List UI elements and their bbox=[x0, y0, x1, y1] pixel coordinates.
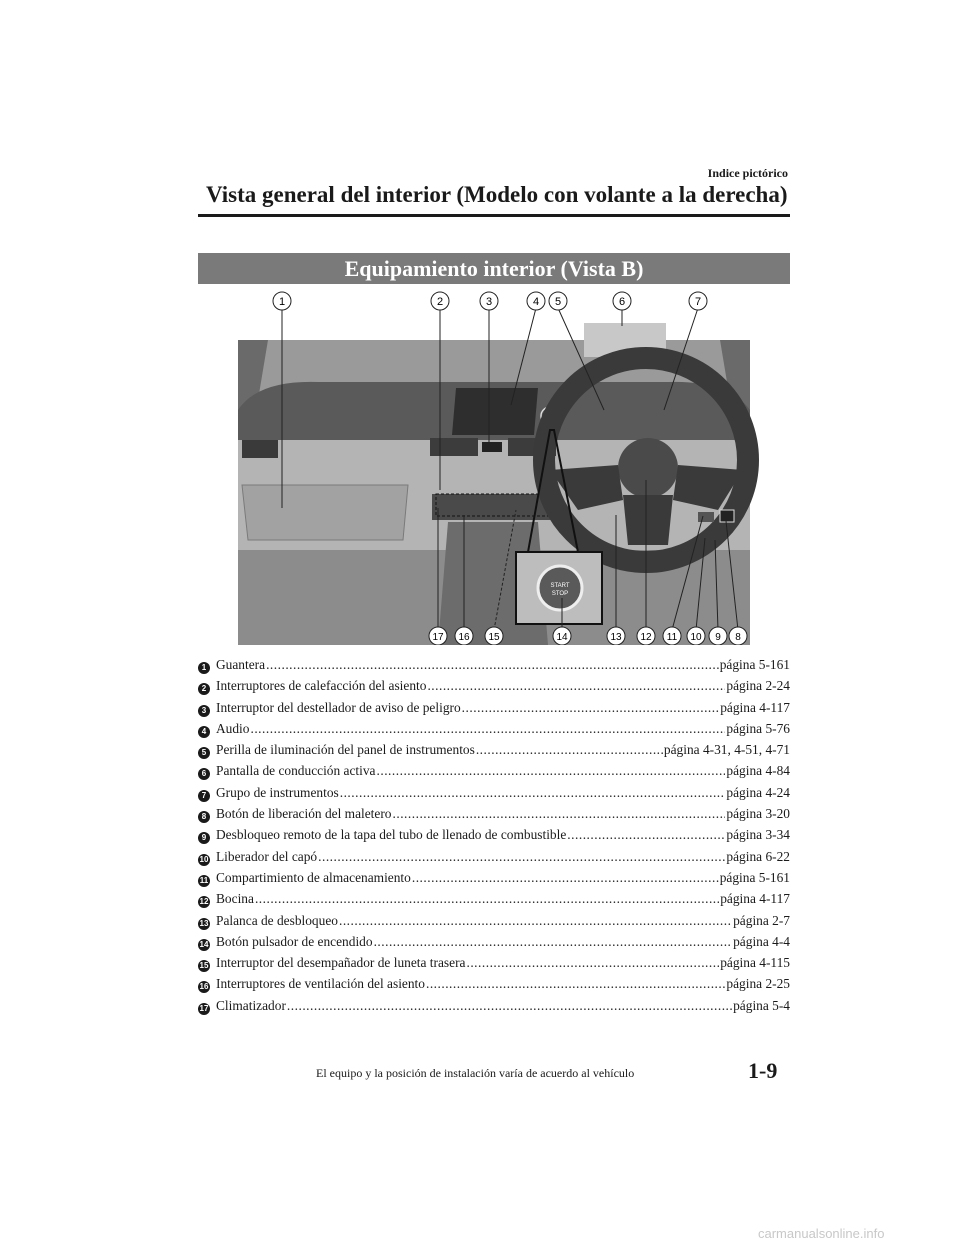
watermark: carmanualsonline.info bbox=[758, 1226, 885, 1241]
leader-dots bbox=[339, 913, 732, 929]
page-reference: página 2-24 bbox=[726, 678, 790, 694]
callout-4 bbox=[527, 292, 545, 310]
trunk-release-switch bbox=[720, 510, 734, 522]
item-label: Interruptores de ventilación del asiento bbox=[216, 976, 425, 992]
item-label: Perilla de iluminación del panel de instrumentos bbox=[216, 742, 475, 758]
item-label: Guantera bbox=[216, 657, 266, 672]
item-label: Palanca de desbloqueo bbox=[216, 912, 338, 928]
list-item bbox=[198, 763, 790, 784]
steering-hub bbox=[618, 438, 678, 498]
stop-button-text: STOP bbox=[551, 591, 569, 597]
callout-16-label: 16 bbox=[458, 632, 470, 643]
page-reference: página 4-117 bbox=[720, 699, 790, 715]
callout-10 bbox=[687, 627, 705, 645]
callout-2-label: 2 bbox=[436, 296, 444, 308]
item-number: 8 bbox=[198, 811, 210, 823]
leader-dots bbox=[340, 785, 726, 801]
start-button-text: START bbox=[550, 583, 570, 589]
list-item bbox=[198, 870, 790, 891]
callout-5-label: 5 bbox=[554, 296, 562, 308]
item-number: 10 bbox=[199, 854, 209, 864]
item-number: 17 bbox=[199, 1003, 209, 1013]
page-reference: página 5-161 bbox=[719, 657, 790, 672]
callout-14 bbox=[553, 627, 571, 645]
callout-13 bbox=[607, 627, 625, 645]
page-reference: página 5-76 bbox=[726, 720, 790, 736]
item-number: 3 bbox=[198, 705, 210, 717]
callout-6 bbox=[613, 292, 631, 310]
leader-dots bbox=[426, 976, 725, 992]
callout-12-label: 12 bbox=[640, 632, 652, 643]
item-label: Compartimiento de almacenamiento bbox=[216, 869, 411, 885]
item-label: Desbloqueo remoto de la tapa del tubo de llenado de combustible bbox=[216, 827, 567, 843]
item-number: 6 bbox=[198, 768, 210, 780]
item-label: Liberador del capó bbox=[216, 848, 318, 864]
callout-3-label: 3 bbox=[485, 296, 493, 308]
list-item bbox=[198, 827, 790, 848]
leader-dots bbox=[266, 657, 719, 673]
page-reference: página 2-7 bbox=[733, 912, 790, 928]
leader-dots bbox=[412, 870, 719, 886]
callout-12 bbox=[637, 627, 655, 645]
list-item bbox=[198, 955, 790, 976]
footer-note: El equipo y la posición de instalación varía de acuerdo al vehículo bbox=[316, 1066, 635, 1080]
callout-4-label: 4 bbox=[532, 296, 540, 308]
callouts-top bbox=[273, 292, 707, 310]
list-item bbox=[198, 891, 790, 912]
list-item bbox=[198, 678, 790, 699]
item-label: Interruptor del destellador de aviso de peligro bbox=[216, 699, 461, 715]
item-label: Bocina bbox=[216, 891, 254, 907]
callout-13-label: 13 bbox=[610, 632, 622, 643]
section-label: Indice pictórico bbox=[707, 166, 788, 180]
item-label: Botón pulsador de encendido bbox=[216, 933, 373, 949]
callout-11-label: 11 bbox=[666, 632, 678, 643]
list-item bbox=[198, 785, 790, 806]
list-item bbox=[198, 976, 790, 997]
callout-2 bbox=[431, 292, 449, 310]
item-number: 14 bbox=[199, 939, 209, 949]
list-item bbox=[198, 998, 790, 1019]
item-label: Interruptor del desempañador de luneta trasera bbox=[216, 955, 466, 971]
section-banner: Equipamiento interior (Vista B) bbox=[198, 253, 790, 284]
page-reference: página 5-161 bbox=[719, 869, 790, 885]
storage-compartment bbox=[698, 512, 714, 522]
list-item bbox=[198, 742, 790, 763]
callout-9 bbox=[709, 627, 727, 645]
item-label: Audio bbox=[216, 720, 250, 736]
item-list bbox=[198, 657, 790, 1019]
page-reference: página 5-4 bbox=[733, 997, 790, 1013]
item-label: Interruptores de calefacción del asiento bbox=[216, 678, 427, 694]
leader-dots bbox=[462, 700, 720, 716]
callout-3 bbox=[480, 292, 498, 310]
page-reference: página 6-22 bbox=[726, 848, 790, 864]
list-item bbox=[198, 721, 790, 742]
callout-14-label: 14 bbox=[556, 632, 568, 643]
item-number: 7 bbox=[198, 790, 210, 802]
callout-10-label: 10 bbox=[690, 632, 702, 643]
callout-1 bbox=[273, 292, 291, 310]
center-vent-left bbox=[430, 438, 478, 456]
list-item bbox=[198, 657, 790, 678]
leader-dots bbox=[567, 827, 725, 843]
glovebox bbox=[242, 485, 408, 540]
page-title: Vista general del interior (Modelo con volante a la derecha) bbox=[206, 182, 788, 207]
item-number: 13 bbox=[199, 918, 209, 928]
item-label: Grupo de instrumentos bbox=[216, 784, 339, 800]
page-reference: página 4-84 bbox=[726, 763, 790, 779]
callout-5 bbox=[549, 292, 567, 310]
page-reference: página 4-117 bbox=[720, 891, 790, 907]
item-number: 9 bbox=[198, 832, 210, 844]
callout-7 bbox=[689, 292, 707, 310]
leader-dots bbox=[393, 806, 726, 822]
page-reference: página 3-20 bbox=[726, 806, 790, 822]
callout-17 bbox=[429, 627, 447, 645]
leader-dots bbox=[255, 891, 719, 907]
item-number: 5 bbox=[198, 747, 210, 759]
list-item bbox=[198, 806, 790, 827]
leader-dots bbox=[427, 678, 725, 694]
item-number: 12 bbox=[199, 897, 209, 907]
item-number: 4 bbox=[198, 726, 210, 738]
item-label: Botón de liberación del maletero bbox=[216, 806, 392, 822]
item-number: 16 bbox=[199, 982, 209, 992]
leader-dots bbox=[466, 955, 719, 971]
page-reference: página 4-31, 4-51, 4-71 bbox=[663, 742, 790, 758]
item-label: Climatizador bbox=[216, 997, 286, 1013]
list-item bbox=[198, 700, 790, 721]
leader-dots bbox=[476, 742, 663, 758]
leader-dots bbox=[374, 934, 733, 950]
callout-11 bbox=[663, 627, 681, 645]
item-number: 15 bbox=[199, 961, 209, 971]
callout-8-label: 8 bbox=[735, 632, 741, 643]
callout-15-label: 15 bbox=[488, 632, 500, 643]
page-reference: página 3-34 bbox=[726, 827, 790, 843]
callout-6-label: 6 bbox=[618, 296, 626, 308]
leader-dots bbox=[318, 849, 725, 865]
list-item bbox=[198, 849, 790, 870]
callout-15 bbox=[485, 627, 503, 645]
callout-8 bbox=[729, 627, 747, 645]
item-number: 11 bbox=[199, 875, 209, 885]
title-rule bbox=[198, 214, 790, 217]
left-vent bbox=[242, 440, 278, 458]
leader-dots bbox=[250, 721, 725, 737]
steering-spoke-bottom bbox=[623, 495, 673, 545]
hazard-switch bbox=[482, 442, 502, 452]
item-number: 2 bbox=[198, 683, 210, 695]
callout-16 bbox=[455, 627, 473, 645]
leader-dots bbox=[287, 998, 732, 1014]
page-reference: página 4-24 bbox=[726, 784, 790, 800]
callout-9-label: 9 bbox=[715, 632, 721, 643]
list-item bbox=[198, 913, 790, 934]
page-reference: página 4-4 bbox=[733, 933, 790, 949]
list-item bbox=[198, 934, 790, 955]
leader-dots bbox=[377, 763, 726, 779]
page-reference: página 4-115 bbox=[720, 955, 790, 971]
callout-17-label: 17 bbox=[432, 632, 444, 643]
dashboard-illustration bbox=[198, 290, 790, 645]
center-display bbox=[452, 388, 538, 435]
page-reference: página 2-25 bbox=[726, 976, 790, 992]
callout-7-label: 7 bbox=[694, 296, 702, 308]
page-number: 1-9 bbox=[748, 1058, 778, 1083]
item-label: Pantalla de conducción activa bbox=[216, 763, 376, 779]
item-number: 1 bbox=[198, 662, 210, 674]
callout-1-label: 1 bbox=[278, 296, 286, 308]
